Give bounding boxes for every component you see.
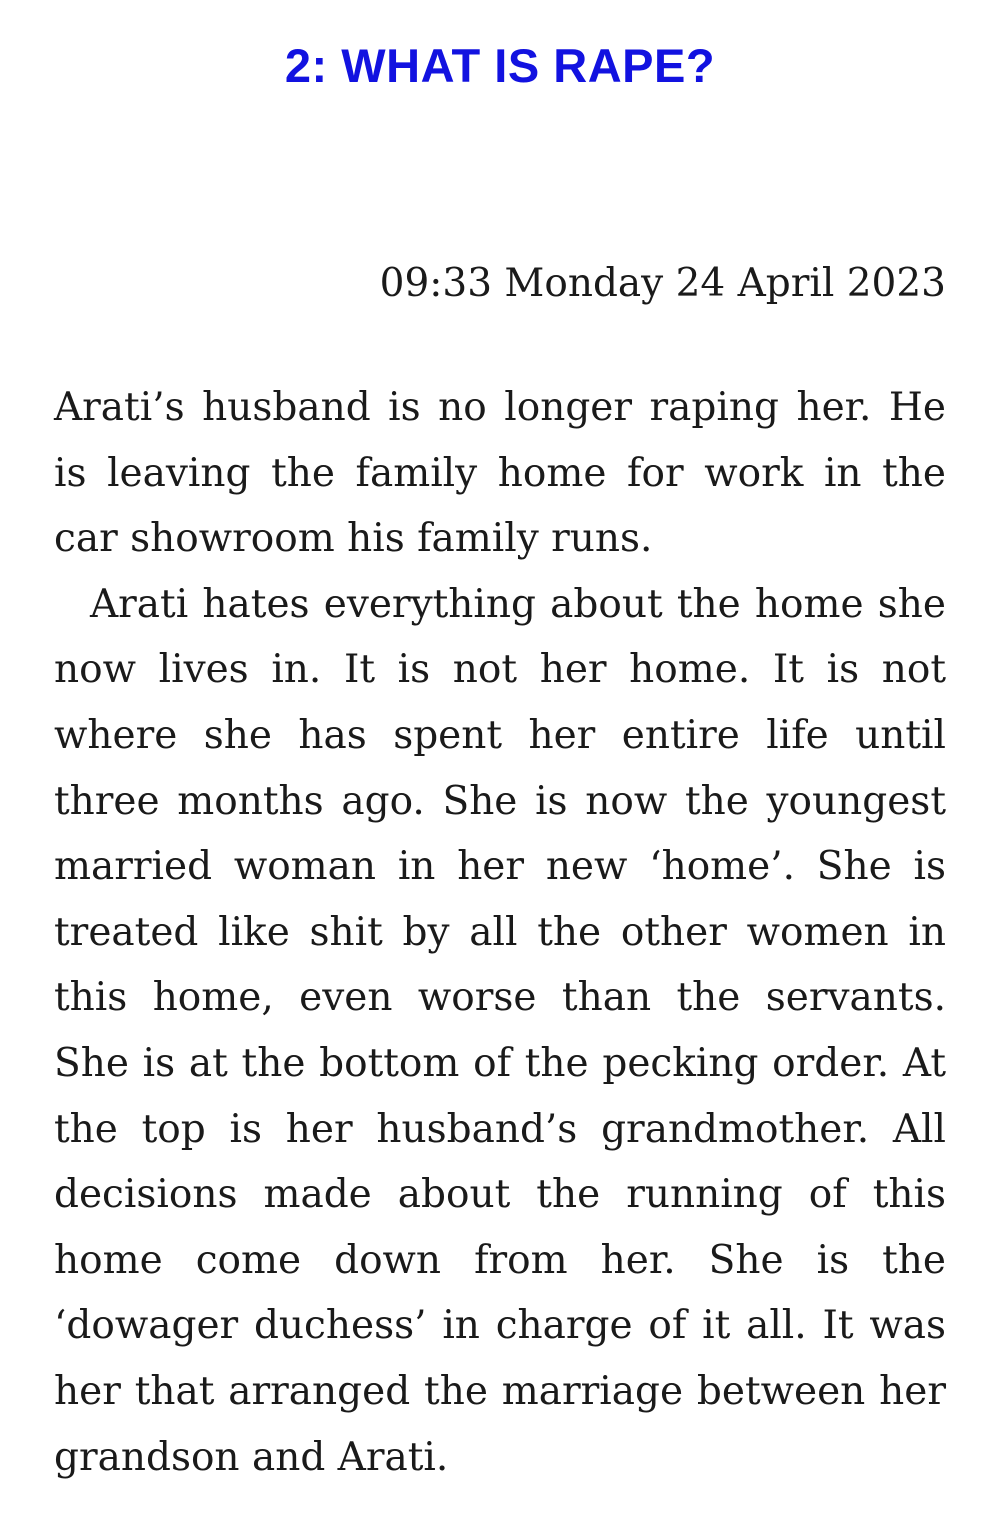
paragraph: Arati’s husband is no longer raping her. He is leaving the family home for work in the car showroom his family runs. (54, 385, 946, 562)
entry-timestamp: 09:33 Monday 24 April 2023 (379, 261, 946, 306)
chapter-title: 2: WHAT IS RAPE? (284, 39, 716, 92)
body-text (54, 375, 946, 1490)
paragraph: Arati hates everything about the home she now lives in. It is not her home. It is not where she has spent her entire life until three months ago. She is now the youngest married woman in her new ‘home’. She is treated like shit by all the other women in this home, even worse than the servants. She is at the bottom of the pecking order. At the top is her husband’s grandmother. All decisions made about the running of this home come down from her. She is the ‘dowager duchess’ in charge of it all. It was her that arranged the marriage between her grandson and Arati. (54, 581, 946, 1480)
